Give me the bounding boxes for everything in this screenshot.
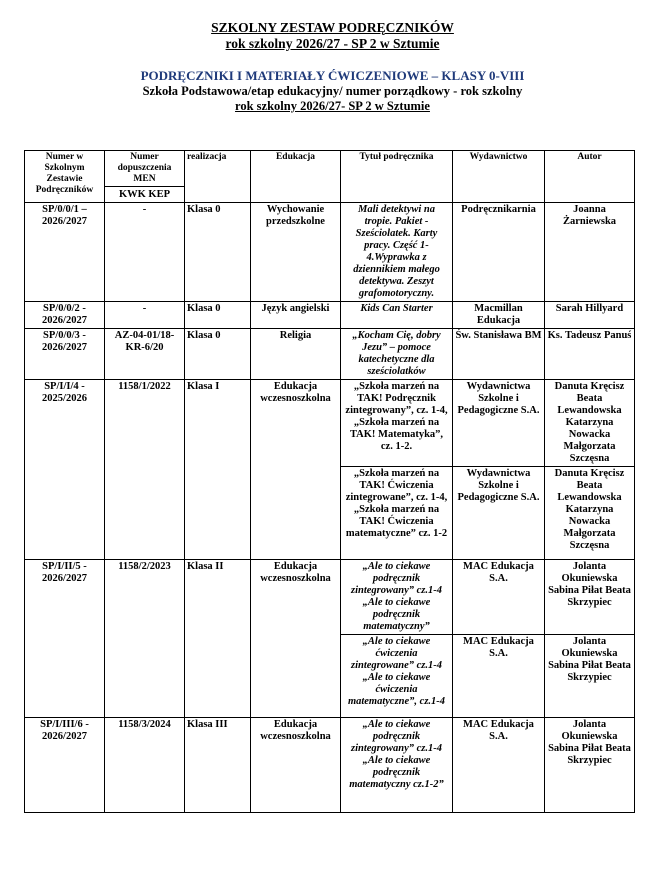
- row-men: -: [105, 203, 185, 302]
- row-title: Mali detektywi na tropie. Pakiet - Sześciolatek. Karty pracy. Część 1-4.Wyprawka z dziennikiem małego detektywa. Zeszyt grafomotoryczny.: [341, 203, 453, 302]
- col-header-education: Edukacja: [251, 151, 341, 203]
- row-publisher: Podręcznikarnia: [453, 203, 545, 302]
- row-title: „Ale to ciekawe ćwiczenia zintegrowane” cz.1-4 „Ale to ciekawe ćwiczenia matematyczne”, cz.1-4: [341, 635, 453, 718]
- description-line-2: rok szkolny 2026/27- SP 2 w Sztumie: [235, 99, 430, 113]
- row-men: -: [105, 302, 185, 329]
- row-title: Kids Can Starter: [341, 302, 453, 329]
- row-author: Danuta Kręcisz Beata Lewandowska Katarzyna Nowacka Małgorzata Szczęsna: [545, 380, 635, 467]
- col-header-title: Tytuł podręcznika: [341, 151, 453, 203]
- row-publisher: MAC Edukacja S.A.: [453, 560, 545, 635]
- row-title: „Szkoła marzeń na TAK! Podręcznik zintegrowany”, cz. 1-4, „Szkoła marzeń na TAK! Matematyka”, cz. 1-2.: [341, 380, 453, 467]
- col-header-number: Numer w Szkolnym Zestawie Podręczników: [25, 151, 105, 203]
- section-subtitle: PODRĘCZNIKI I MATERIAŁY ĆWICZENIOWE – KLASY 0-VIII: [140, 68, 525, 83]
- row-title: „Ale to ciekawe podręcznik zintegrowany” cz.1-4 „Ale to ciekawe podręcznik matematyczny cz.1-2”: [341, 718, 453, 813]
- title-line-1: SZKOLNY ZESTAW PODRĘCZNIKÓW: [211, 20, 454, 35]
- row-education: Religia: [251, 329, 341, 380]
- table-row: [25, 302, 635, 329]
- row-number: SP/I/I/4 - 2025/2026: [25, 380, 105, 560]
- document-title: [0, 20, 665, 52]
- col-header-publisher: Wydawnictwo: [453, 151, 545, 203]
- col-header-men-label: Numer dopuszczenia MEN: [105, 151, 184, 187]
- table-row: [25, 380, 635, 467]
- row-publisher: Macmillan Edukacja: [453, 302, 545, 329]
- col-header-men: [105, 151, 185, 203]
- table-row: [25, 560, 635, 635]
- row-publisher: Wydawnictwa Szkolne i Pedagogiczne S.A.: [453, 467, 545, 560]
- row-author: Sarah Hillyard: [545, 302, 635, 329]
- row-number: SP/0/0/1 – 2026/2027: [25, 203, 105, 302]
- row-number: SP/I/III/6 - 2026/2027: [25, 718, 105, 813]
- row-title: „Ale to ciekawe podręcznik zintegrowany” cz.1-4 „Ale to ciekawe podręcznik matematyczny”: [341, 560, 453, 635]
- row-education: Wychowanie przedszkolne: [251, 203, 341, 302]
- row-realization: Klasa 0: [185, 203, 251, 302]
- row-realization: Klasa I: [185, 380, 251, 560]
- row-men: AZ-04-01/18-KR-6/20: [105, 329, 185, 380]
- row-realization: Klasa 0: [185, 302, 251, 329]
- row-realization: Klasa 0: [185, 329, 251, 380]
- section-description: [0, 84, 665, 114]
- col-header-author: Autor: [545, 151, 635, 203]
- row-title: „Kocham Cię, dobry Jezu” – pomoce katechetyczne dla sześciolatków: [341, 329, 453, 380]
- row-men: 1158/2/2023: [105, 560, 185, 718]
- row-men: 1158/3/2024: [105, 718, 185, 813]
- row-education: Edukacja wczesnoszkolna: [251, 560, 341, 718]
- row-number: SP/I/II/5 - 2026/2027: [25, 560, 105, 718]
- row-publisher: Wydawnictwa Szkolne i Pedagogiczne S.A.: [453, 380, 545, 467]
- table-row: [25, 203, 635, 302]
- row-education: Język angielski: [251, 302, 341, 329]
- row-author: Joanna Żarniewska: [545, 203, 635, 302]
- row-author: Jolanta Okuniewska Sabina Piłat Beata Skrzypiec: [545, 718, 635, 813]
- title-line-2: rok szkolny 2026/27 - SP 2 w Sztumie: [225, 36, 440, 51]
- row-men: 1158/1/2022: [105, 380, 185, 560]
- col-header-realization: realizacja: [185, 151, 251, 203]
- row-education: Edukacja wczesnoszkolna: [251, 718, 341, 813]
- table-row: [25, 718, 635, 813]
- header-row: [25, 151, 635, 203]
- row-author: Jolanta Okuniewska Sabina Piłat Beata Skrzypiec: [545, 635, 635, 718]
- row-author: Danuta Kręcisz Beata Lewandowska Katarzyna Nowacka Małgorzata Szczęsna: [545, 467, 635, 560]
- row-author: Jolanta Okuniewska Sabina Piłat Beata Skrzypiec: [545, 560, 635, 635]
- row-publisher: MAC Edukacja S.A.: [453, 635, 545, 718]
- textbook-table: [24, 150, 635, 813]
- description-line-1: Szkoła Podstawowa/etap edukacyjny/ numer porządkowy - rok szkolny: [142, 84, 523, 98]
- row-title: „Szkoła marzeń na TAK! Ćwiczenia zintegrowane”, cz. 1-4, „Szkoła marzeń na TAK! Ćwiczenia matematyczne” cz. 1-2: [341, 467, 453, 560]
- row-realization: Klasa II: [185, 560, 251, 718]
- row-publisher: Św. Stanisława BM: [453, 329, 545, 380]
- table-row: [25, 329, 635, 380]
- col-header-kwk: KWK KEP: [118, 189, 171, 200]
- row-number: SP/0/0/3 - 2026/2027: [25, 329, 105, 380]
- row-realization: Klasa III: [185, 718, 251, 813]
- row-author: Ks. Tadeusz Panuś: [545, 329, 635, 380]
- row-education: Edukacja wczesnoszkolna: [251, 380, 341, 560]
- row-number: SP/0/0/2 - 2026/2027: [25, 302, 105, 329]
- row-publisher: MAC Edukacja S.A.: [453, 718, 545, 813]
